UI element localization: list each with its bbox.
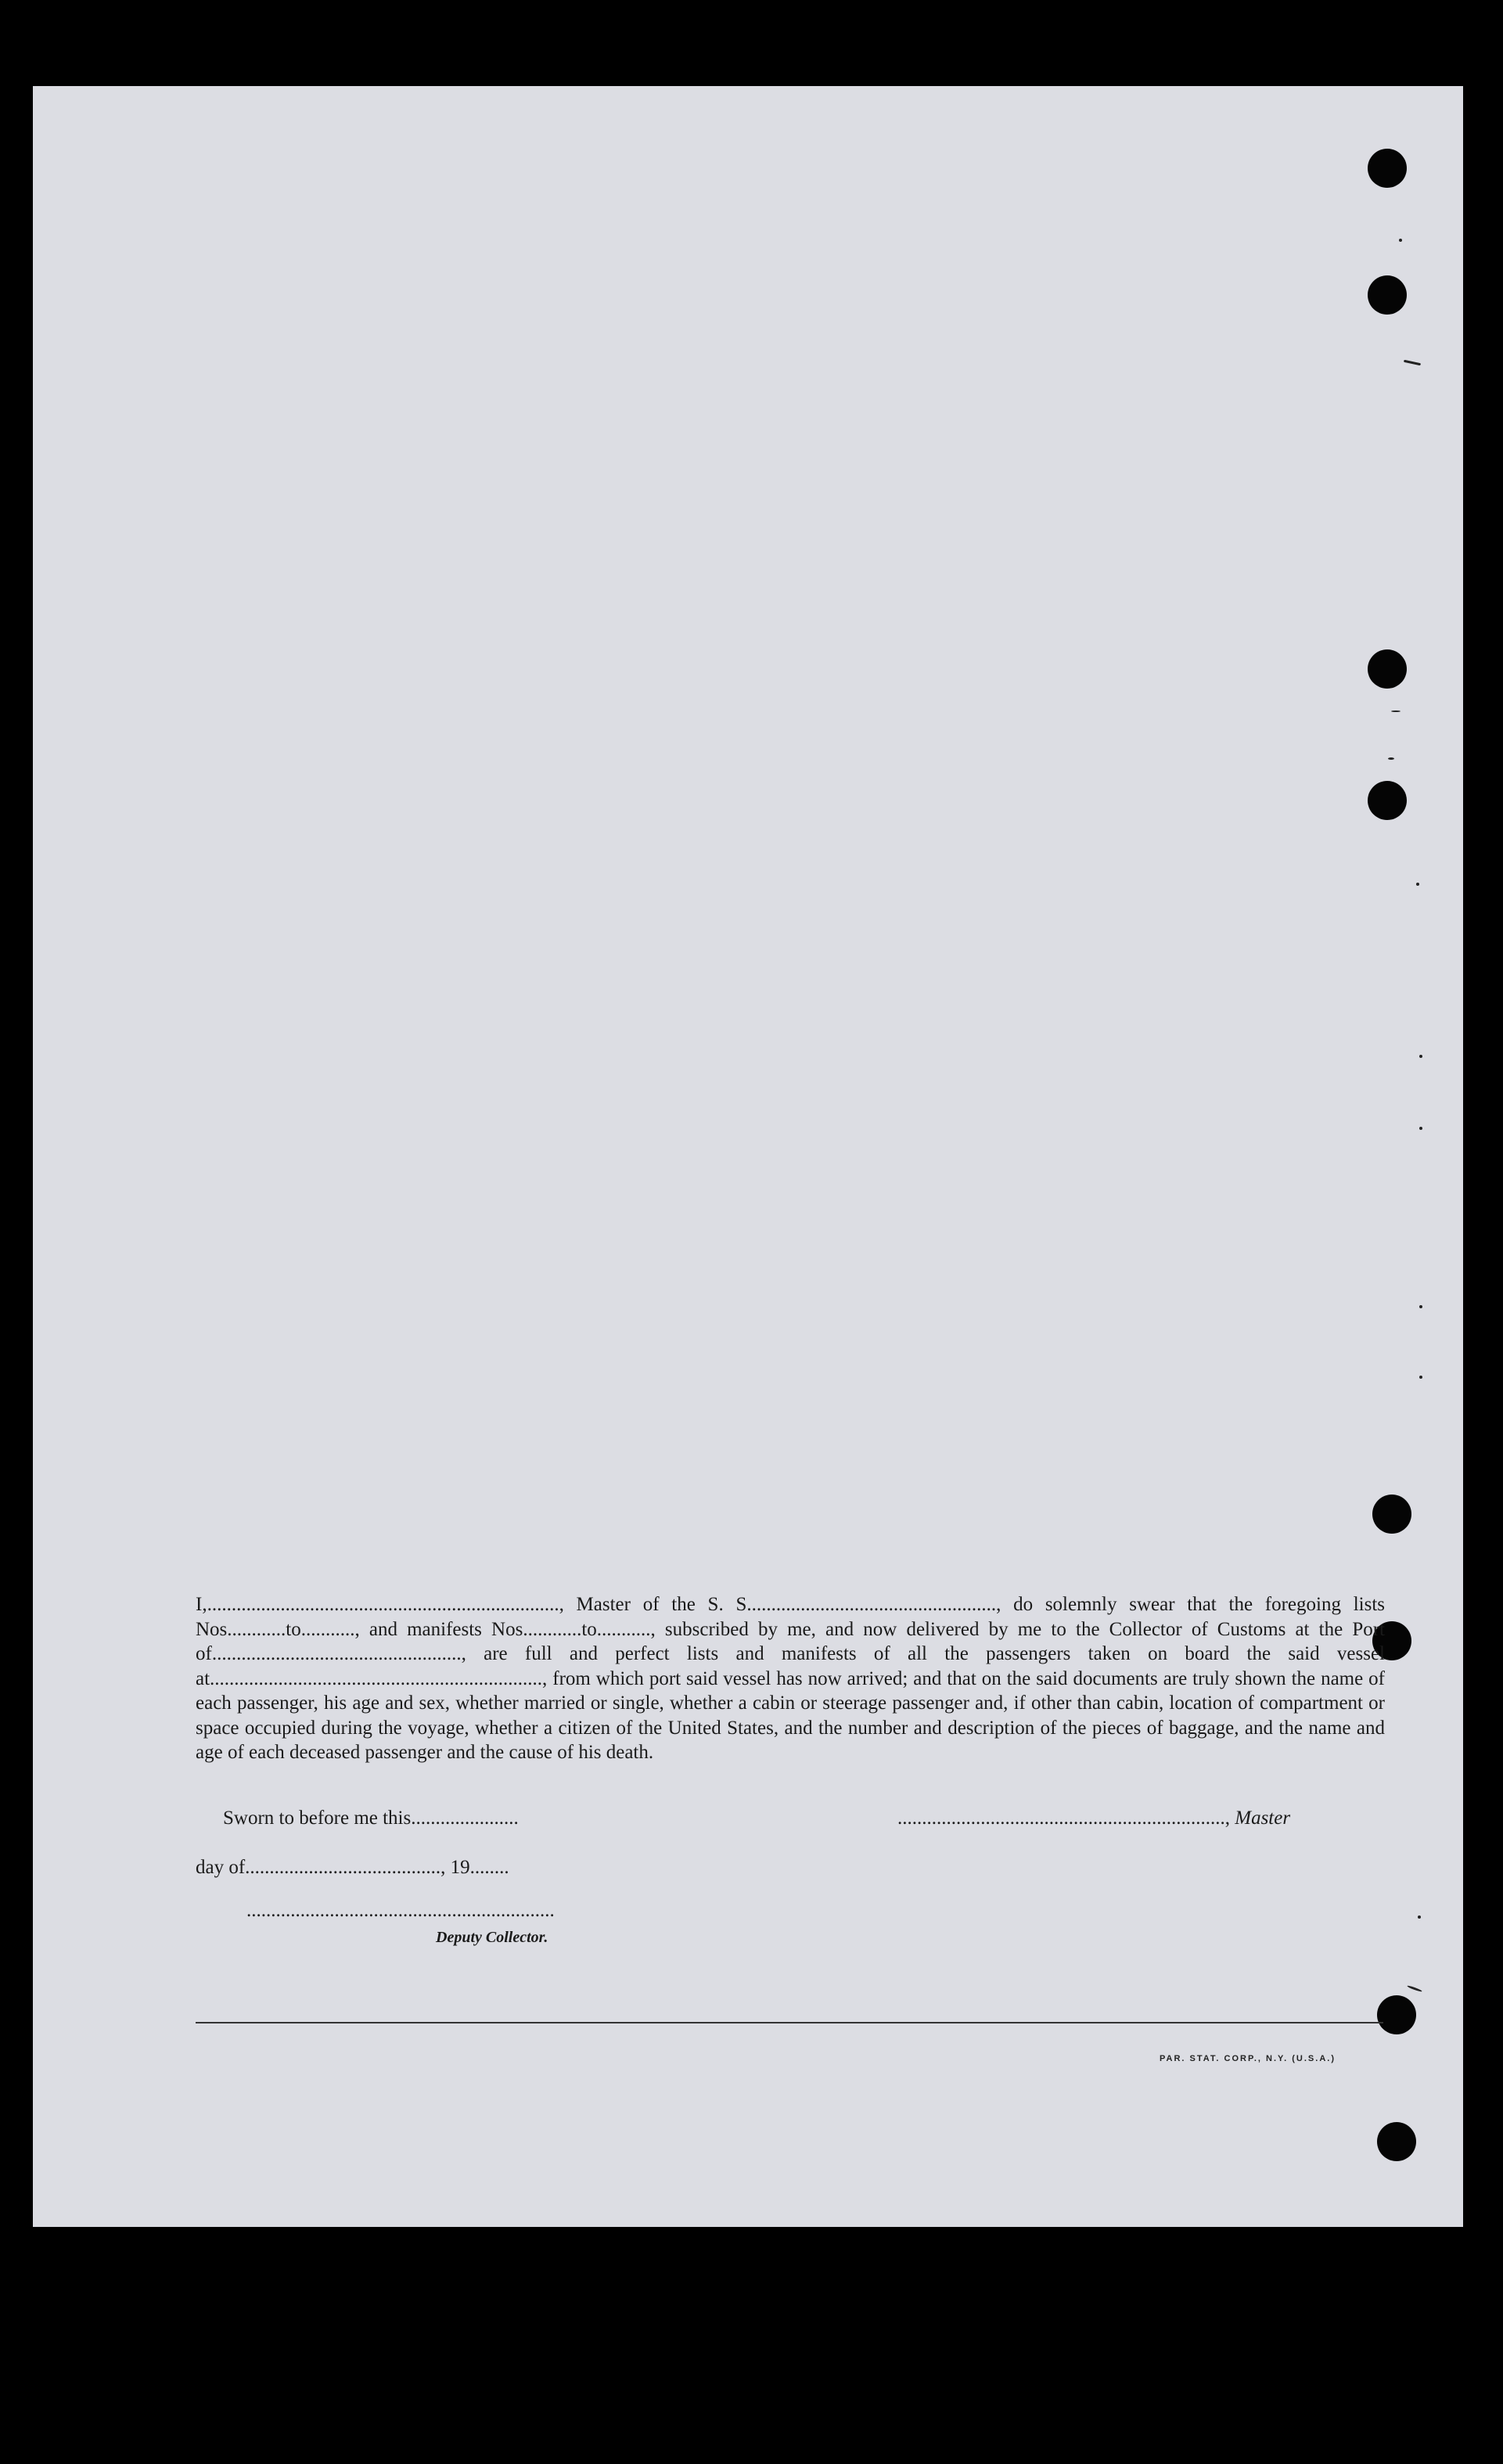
speck bbox=[1419, 1305, 1422, 1308]
master-label: Master bbox=[1235, 1808, 1291, 1829]
printer-imprint: PAR. STAT. CORP., N.Y. (U.S.A.) bbox=[1160, 2054, 1336, 2063]
master-dots: ..................................................................., bbox=[897, 1808, 1230, 1829]
punch-hole bbox=[1368, 275, 1407, 315]
punch-hole bbox=[1368, 781, 1407, 820]
speck bbox=[1407, 1985, 1422, 1993]
speck bbox=[1418, 1915, 1421, 1919]
speck bbox=[1399, 239, 1402, 242]
manifest-page bbox=[33, 86, 1463, 2227]
speck bbox=[1388, 757, 1394, 760]
day-of-line: day of........................................, 19........ bbox=[196, 1857, 509, 1878]
deputy-signature-dots: ............................................................... bbox=[246, 1900, 555, 1921]
sworn-line: Sworn to before me this...................... bbox=[223, 1808, 519, 1829]
punch-hole bbox=[1372, 1495, 1411, 1534]
punch-hole bbox=[1377, 1995, 1416, 2034]
punch-hole bbox=[1368, 649, 1407, 689]
punch-hole bbox=[1368, 149, 1407, 188]
speck bbox=[1391, 710, 1401, 712]
speck bbox=[1404, 360, 1421, 366]
horizontal-rule bbox=[196, 2022, 1383, 2023]
deputy-collector-label: Deputy Collector. bbox=[436, 1929, 548, 1946]
speck bbox=[1419, 1127, 1422, 1130]
speck bbox=[1419, 1376, 1422, 1379]
punch-hole bbox=[1377, 2122, 1416, 2161]
master-signature-line bbox=[897, 1808, 1290, 1829]
speck bbox=[1419, 1055, 1422, 1058]
speck bbox=[1416, 883, 1419, 886]
oath-paragraph: I,........................................................................, Master of the S. S..................................................., do solemnly swear that the foregoing lists Nos............to..........., and manifests Nos............to..........., subscribed by me, and now delivered by me to the Collector of Customs at the Port of..................................................., are full and perfect lists and manifests of all the passengers taken on board the said vessel at...................................................................., from which port said vessel has now arrived; and that on the said documents are truly shown the name of each passenger, his age and sex, whether married or single, whether a cabin or steerage passenger and, if other than cabin, location of compartment or space occupied during the voyage, whether a citizen of the United States, and the number and description of the pieces of baggage, and the name and age of each deceased passenger and the cause of his death. bbox=[196, 1594, 1385, 1763]
